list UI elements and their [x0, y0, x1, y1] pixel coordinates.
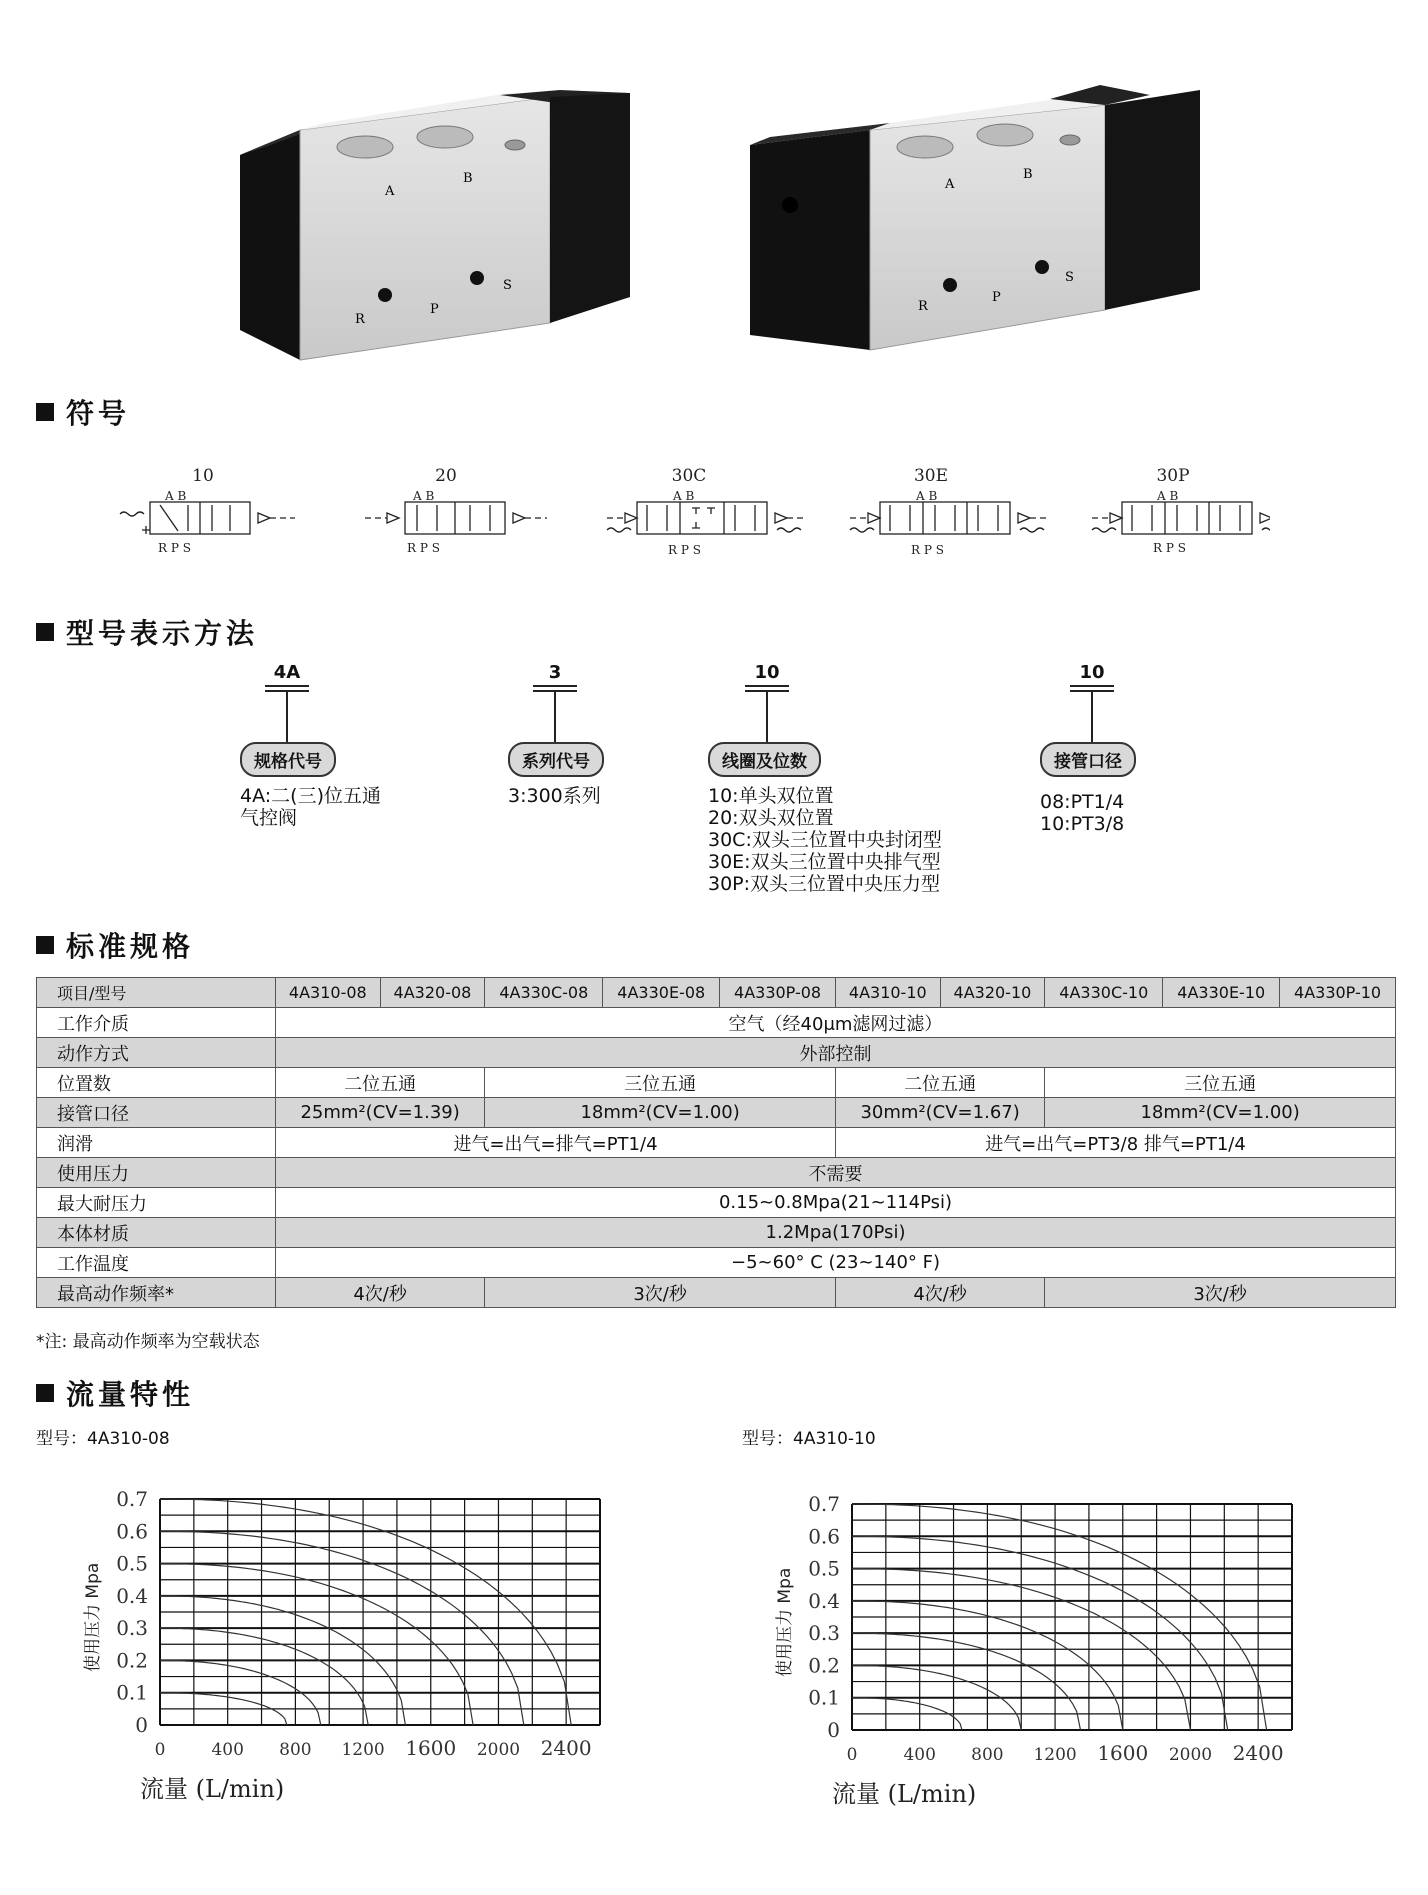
y-tick-label: 0.7: [116, 1487, 148, 1511]
valve1-port-p: P: [430, 302, 439, 317]
x-tick-label: 0: [846, 1745, 858, 1765]
code-series-value: 3: [533, 662, 577, 687]
y-tick-label: 0: [827, 1718, 840, 1742]
valve2-port-s: S: [1065, 270, 1074, 285]
symbol-label-30c: 30C: [671, 466, 707, 486]
y-tick-label: 0.6: [116, 1519, 148, 1544]
x-tick-label: 400: [903, 1745, 936, 1765]
table-row: 最高动作频率* 4次/秒 3次/秒 4次/秒 3次/秒: [37, 1278, 1396, 1308]
valve2-port-p: P: [992, 290, 1001, 305]
y-tick-label: 0.4: [116, 1583, 148, 1608]
square-bullet-icon: [36, 623, 54, 641]
code-coil-desc: 10:单头双位置 20:双头双位置 30C:双头三位置中央封闭型 30E:双头三位置中央排气型 30P:双头三位置中央压力型: [708, 785, 942, 895]
valve1-port-r: R: [355, 312, 365, 327]
code-coil: [708, 662, 942, 895]
code-port-pill: 接管口径: [1040, 742, 1136, 777]
product-photo: [230, 85, 1210, 365]
table-row: 动作方式 外部控制: [37, 1038, 1396, 1068]
x-axis-label: 流量 (L/min): [140, 1775, 285, 1803]
valve1-port-b: B: [463, 171, 473, 186]
flow-model-2: 型号：4A310-10: [742, 1429, 876, 1449]
symbols-diagrams: [110, 490, 1270, 570]
y-tick-label: 0.4: [808, 1588, 840, 1613]
y-tick-label: 0.5: [808, 1556, 840, 1581]
symbol-label-30p: 30P: [1156, 466, 1190, 486]
code-series-pill: 系列代号: [508, 742, 604, 777]
code-coil-value: 10: [745, 662, 789, 687]
square-bullet-icon: [36, 403, 54, 421]
symbol-30c-bottom: R P S: [668, 543, 701, 557]
table-row: 本体材质 1.2Mpa(170Psi): [37, 1218, 1396, 1248]
x-tick-label: 800: [279, 1740, 312, 1760]
x-tick-label: 1600: [405, 1736, 457, 1760]
x-tick-label: 400: [211, 1740, 244, 1760]
code-series: [508, 662, 604, 807]
code-coil-pill: 线圈及位数: [708, 742, 821, 777]
symbol-30e-top: A B: [916, 490, 938, 503]
code-spec-desc: 4A:二(三)位五通 气控阀: [240, 785, 381, 829]
code-spec: [240, 662, 381, 829]
symbol-10-bottom: R P S: [158, 541, 191, 555]
symbol-30e-bottom: R P S: [911, 543, 944, 557]
symbol-10-top: A B: [165, 490, 187, 503]
square-bullet-icon: [36, 936, 54, 954]
table-row: 工作温度 −5~60° C (23~140° F): [37, 1248, 1396, 1278]
x-axis-label: 流量 (L/min): [832, 1780, 977, 1808]
code-port-value: 10: [1070, 662, 1114, 687]
symbol-label-30e: 30E: [913, 466, 949, 486]
valve-2-image: [750, 85, 1200, 350]
symbol-10-diagram: [120, 502, 295, 534]
section-title-spec: 标准规格: [36, 925, 194, 965]
spec-table: [36, 977, 1396, 1308]
symbol-label-20: 20: [435, 466, 457, 486]
y-axis-label: 使用压力 Mpa: [83, 1562, 103, 1672]
flow-chart-2: [752, 1475, 1312, 1875]
valve1-port-s: S: [503, 278, 512, 293]
table-row: 工作介质 空气（经40μm滤网过滤）: [37, 1008, 1396, 1038]
x-tick-label: 2400: [540, 1736, 592, 1760]
y-tick-label: 0.5: [116, 1551, 148, 1576]
valve-1-image: [240, 90, 630, 360]
spec-note: *注: 最高动作频率为空载状态: [36, 1332, 260, 1352]
code-spec-pill: 规格代号: [240, 742, 336, 777]
code-port-desc: 08:PT1/4 10:PT3/8: [1040, 791, 1125, 835]
code-series-desc: 3:300系列: [508, 785, 601, 807]
section-title-symbols: 符号: [36, 392, 130, 432]
symbol-label-10: 10: [192, 466, 214, 486]
x-tick-label: 1600: [1097, 1741, 1149, 1765]
table-row: 润滑 进气=出气=排气=PT1/4 进气=出气=PT3/8 排气=PT1/4: [37, 1128, 1396, 1158]
symbol-20-diagram: [365, 502, 547, 534]
y-tick-label: 0.2: [808, 1653, 840, 1678]
y-axis-label: 使用压力 Mpa: [775, 1567, 795, 1677]
x-tick-label: 2000: [476, 1740, 521, 1760]
symbol-20-bottom: R P S: [407, 541, 440, 555]
y-tick-label: 0.1: [116, 1680, 148, 1705]
y-tick-label: 0.6: [808, 1524, 840, 1549]
table-row: 位置数 二位五通 三位五通 二位五通 三位五通: [37, 1068, 1396, 1098]
flow-chart-1: [60, 1470, 620, 1870]
x-tick-label: 2000: [1168, 1745, 1213, 1765]
valve2-port-r: R: [918, 299, 928, 314]
y-tick-label: 0: [135, 1713, 148, 1737]
symbol-30c-diagram: [607, 502, 805, 534]
symbol-30p-top: A B: [1157, 490, 1179, 503]
y-tick-label: 0.1: [808, 1685, 840, 1710]
x-tick-label: 2400: [1232, 1741, 1284, 1765]
symbol-30e-diagram: [850, 502, 1048, 534]
x-tick-label: 1200: [341, 1740, 385, 1760]
y-tick-label: 0.2: [116, 1648, 148, 1673]
y-tick-label: 0.3: [116, 1616, 148, 1641]
square-bullet-icon: [36, 1384, 54, 1402]
section-title-model-code: 型号表示方法: [36, 612, 258, 652]
valve2-port-a: A: [945, 177, 955, 192]
table-row: 项目/型号 4A310-08 4A320-08 4A330C-08 4A330E-08 4A330P-08 4A310-10 4A320-10 4A330C-10 4A330E-10 4A330P-10: [37, 978, 1396, 1008]
y-tick-label: 0.7: [808, 1492, 840, 1516]
code-spec-value: 4A: [265, 662, 309, 687]
x-tick-label: 0: [154, 1740, 166, 1760]
x-tick-label: 800: [971, 1745, 1004, 1765]
table-row: 使用压力 不需要: [37, 1158, 1396, 1188]
symbol-30c-top: A B: [673, 490, 695, 503]
x-tick-label: 1200: [1033, 1745, 1077, 1765]
y-tick-label: 0.3: [808, 1621, 840, 1646]
symbol-30p-bottom: R P S: [1153, 541, 1186, 555]
valve1-port-a: A: [385, 184, 395, 199]
symbol-30p-diagram: [1092, 502, 1270, 534]
code-port: [1040, 662, 1136, 835]
table-row: 最大耐压力 0.15~0.8Mpa(21~114Psi): [37, 1188, 1396, 1218]
symbol-20-top: A B: [413, 490, 435, 503]
section-title-flow: 流量特性: [36, 1373, 194, 1413]
table-row: 接管口径 25mm²(CV=1.39) 18mm²(CV=1.00) 30mm²(CV=1.67) 18mm²(CV=1.00): [37, 1098, 1396, 1128]
valve2-port-b: B: [1023, 167, 1033, 182]
flow-model-1: 型号：4A310-08: [36, 1429, 170, 1449]
